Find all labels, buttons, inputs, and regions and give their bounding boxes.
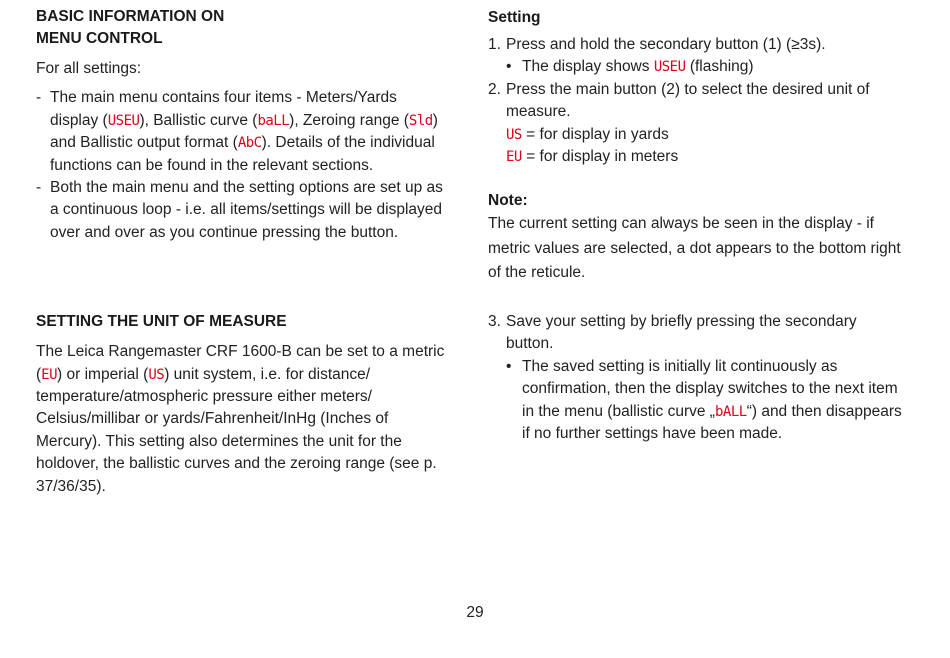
note-text: The current setting can always be seen in the display - if metric values are selected, a dot appears to the bottom right of the reticule. [488,215,901,282]
text-run: ), Ballistic curve ( [139,111,258,129]
step-number: 3. [488,312,501,330]
text-run: The main menu contains four items - Meters/Yards display ( [50,89,397,129]
bullet-list [506,56,908,78]
steps-list-1 [488,34,908,168]
unit-description [36,341,446,498]
text-run: (flashing) [685,58,754,76]
step-item [488,34,908,79]
option-eu [506,146,908,168]
step-item [488,311,908,445]
text-run: = for display in yards [521,125,669,143]
step-item [488,79,908,169]
display-code-ball: bALL [714,403,747,420]
text-run: ), Zeroing range ( [289,111,409,129]
heading-line: BASIC INFORMATION ON [36,8,225,25]
step-text: Press the main button (2) to select the desired unit of measure. [506,80,870,121]
heading-line: MENU CONTROL [36,30,163,47]
list-item [36,87,446,177]
display-code-abc: AbC [237,135,262,152]
step-text: Press and hold the secondary button (1) (≥3s). [506,36,826,53]
steps-list-2 [488,311,908,445]
left-column [36,0,446,498]
text-run: = for display in meters [521,148,679,166]
step-number: 2. [488,80,501,98]
display-code-ball: baLL [257,112,290,129]
display-code-eu: EU [506,149,522,166]
display-code-sld: Sld [408,112,433,129]
display-code-us: US [506,126,522,143]
text-run: ). Details of the individual functions can be found in the relevant sections. [50,134,435,174]
display-code-useu: USEU [653,59,686,76]
text-run: The display shows [522,58,654,76]
text-run: ) unit system, i.e. for distance/ temperature/atmospheric pressure either meters/ Celsius/millibar or yards/Fahrenheit/InHg (Inches of Mercury). This setting also determines the unit for the holdover, the ballistic curves and the zeroing range (see p. 37/36/35). [36,365,437,495]
text-run: The saved setting is initially lit continuously as confirmation, then the display switches to the next item in the menu (ballistic curve „ [522,357,898,420]
text-run: ) and Ballistic output format ( [50,111,438,152]
display-code-us: US [148,366,165,383]
section-heading-unit-of-measure: SETTING THE UNIT OF MEASURE [36,313,287,331]
text-run: ) or imperial ( [57,365,149,383]
display-code-useu: USEU [107,112,140,129]
right-column [488,0,908,445]
text-run: “) and then disappears if no further settings have been made. [522,402,902,442]
setting-heading: Setting [488,9,541,26]
display-code-eu: EU [41,366,58,383]
step-number: 1. [488,36,501,53]
bullet-list [506,356,908,446]
list-item: - Both the main menu and the setting options are set up as a continuous loop - i.e. all items/settings will be displayed over and over as you continue pressing the button. [36,177,446,244]
dash-list [36,87,446,244]
page-number: 29 [466,604,484,621]
option-us [506,124,908,146]
note-label: Note: [488,192,528,210]
bullet-item [506,56,908,78]
bullet-item [506,356,908,446]
step-text: Save your setting by briefly pressing the secondary button. [506,312,857,353]
section-heading-basic-information [36,6,446,50]
intro-text: For all settings: [36,60,142,77]
text-run: The Leica Rangemaster CRF 1600-B can be set to a metric ( [36,343,445,383]
